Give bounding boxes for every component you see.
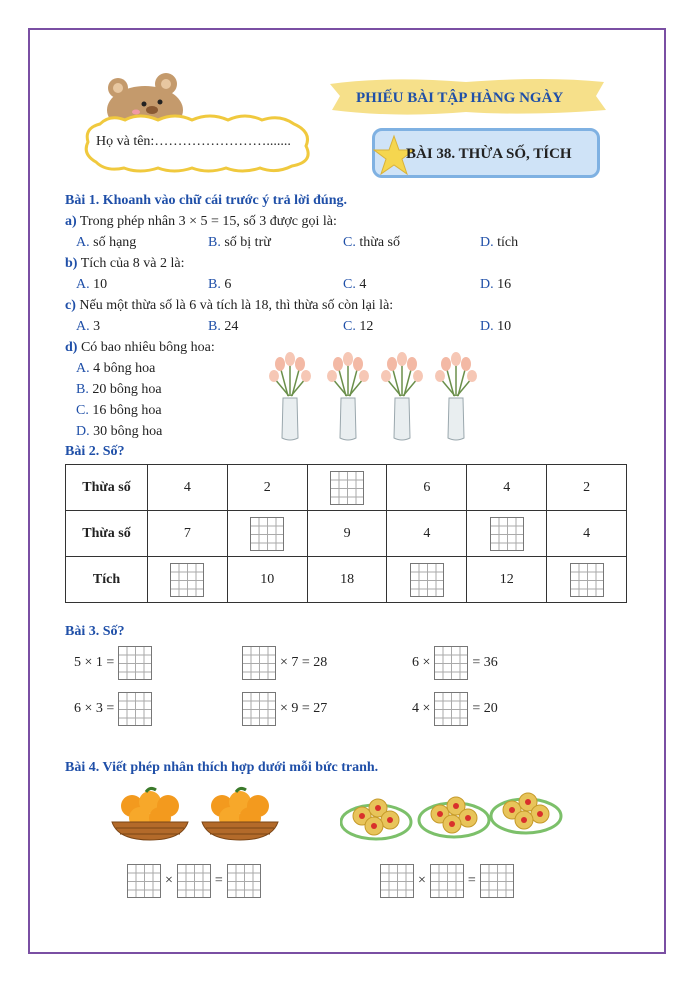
answer-box[interactable] [242,646,276,680]
q-c-opt-b[interactable]: B. 24 [208,319,239,334]
answer-box[interactable] [547,557,627,603]
answer-box[interactable] [307,465,387,511]
table-cell: 9 [307,511,387,557]
answer-box[interactable] [467,511,547,557]
answer-box[interactable] [430,864,464,898]
equation: 4 × = 20 [410,692,500,726]
table-cell: 6 [387,465,467,511]
q-c-opt-d[interactable]: D. 10 [480,319,512,334]
table-row [66,465,627,511]
table-cell: 2 [547,465,627,511]
orange-baskets-illustration [110,784,290,844]
bai2-heading: Bài 2. Số? [65,444,125,459]
answer-box[interactable] [118,646,152,680]
name-field[interactable]: Họ và tên:……………………....... [96,134,291,149]
flower-vases-illustration [264,352,494,444]
equation: 6 × 3 = [72,692,154,726]
q-b-opt-d[interactable]: D. 16 [480,277,512,292]
q-b-opt-a[interactable]: A. 10 [76,277,108,292]
table-cell: 7 [148,511,228,557]
q-a: a) Trong phép nhân 3 × 5 = 15, số 3 được gọi là: [65,214,337,229]
answer-box[interactable] [380,864,414,898]
q-d-opt-d[interactable]: D. 30 bông hoa [76,424,163,439]
q-c: c) Nếu một thừa số là 6 và tích là 18, thì thừa số còn lại là: [65,298,394,313]
q-a-opt-b[interactable]: B. số bị trừ [208,235,271,250]
answer-box[interactable] [480,864,514,898]
answer-box[interactable] [227,511,307,557]
answer-box[interactable] [118,692,152,726]
table-cell: 12 [467,557,547,603]
table-row [66,511,627,557]
row-label: Thừa số [66,465,148,511]
table-cell: 18 [307,557,387,603]
answer-box[interactable] [387,557,467,603]
q-a-opt-d[interactable]: D. tích [480,235,519,250]
equation-oranges: × = [125,864,263,898]
table-cell: 4 [387,511,467,557]
answer-box[interactable] [148,557,228,603]
multiplication-table [65,464,627,603]
answer-box[interactable] [127,864,161,898]
equation: 6 × = 36 [410,646,500,680]
equation: × 9 = 27 [240,692,329,726]
row-label: Tích [66,557,148,603]
equation-dumplings: × = [378,864,516,898]
page-title: PHIẾU BÀI TẬP HÀNG NGÀY [356,90,564,106]
bai1-heading: Bài 1. Khoanh vào chữ cái trước ý trả lời đúng. [65,193,347,208]
equation: 5 × 1 = [72,646,154,680]
q-b-opt-c[interactable]: C. 4 [343,277,367,292]
table-cell: 4 [148,465,228,511]
q-b-opt-b[interactable]: B. 6 [208,277,232,292]
answer-box[interactable] [434,646,468,680]
answer-box[interactable] [177,864,211,898]
row-label: Thừa số [66,511,148,557]
bai3-heading: Bài 3. Số? [65,624,125,639]
q-d-opt-b[interactable]: B. 20 bông hoa [76,382,162,397]
table-cell: 10 [227,557,307,603]
q-c-opt-a[interactable]: A. 3 [76,319,101,334]
table-row [66,557,627,603]
bai4-heading: Bài 4. Viết phép nhân thích hợp dưới mỗi bức tranh. [65,760,379,775]
equation: × 7 = 28 [240,646,329,680]
table-cell: 4 [467,465,547,511]
q-a-opt-a[interactable]: A. số hạng [76,235,137,250]
q-d-opt-c[interactable]: C. 16 bông hoa [76,403,162,418]
lesson-title: BÀI 38. THỪA SỐ, TÍCH [406,146,572,162]
table-cell: 2 [227,465,307,511]
q-a-opt-c[interactable]: C. thừa số [343,235,400,250]
q-d-opt-a[interactable]: A. 4 bông hoa [76,361,156,376]
q-c-opt-c[interactable]: C. 12 [343,319,374,334]
answer-box[interactable] [434,692,468,726]
dumpling-plates-illustration [340,786,572,842]
q-d: d) Có bao nhiêu bông hoa: [65,340,215,355]
answer-box[interactable] [242,692,276,726]
answer-box[interactable] [227,864,261,898]
q-b: b) Tích của 8 và 2 là: [65,256,185,271]
table-cell: 4 [547,511,627,557]
